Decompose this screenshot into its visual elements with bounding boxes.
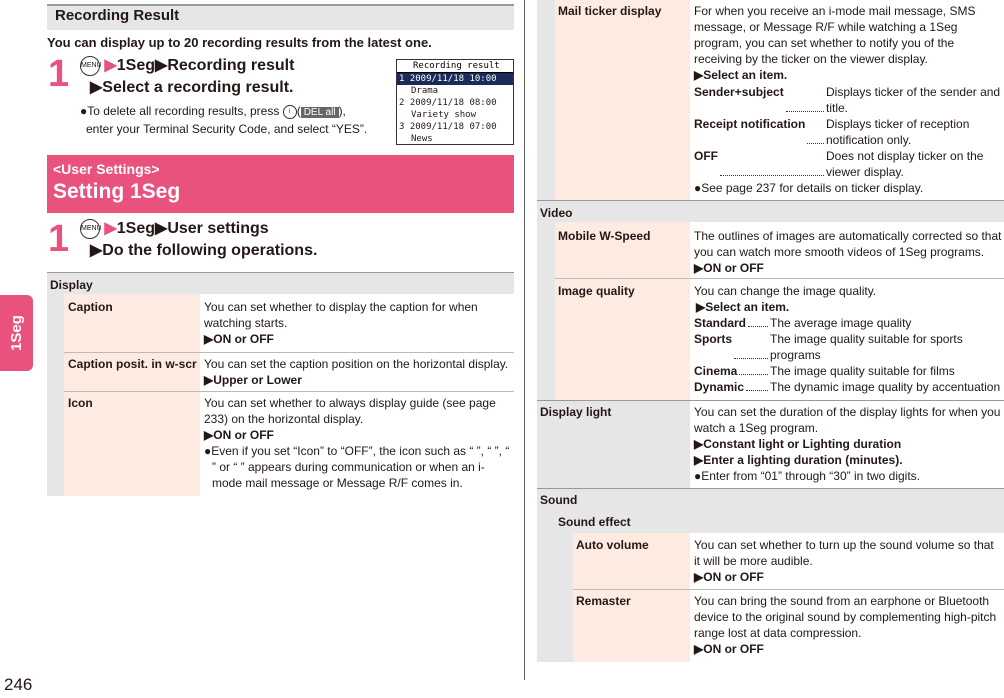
- recording-step: [80, 55, 390, 99]
- video-label-col: [555, 222, 690, 400]
- sound-effect-indent: [555, 533, 573, 662]
- mail-item: Sender+subject Displays ticker of the sender and title.: [694, 85, 1001, 115]
- icon-option: ▶ON or OFF: [204, 428, 274, 442]
- row-divider: [64, 391, 514, 392]
- caption-option: ▶ON or OFF: [204, 332, 274, 346]
- display-light-note: ●Enter from “01” through “30” in two digits.: [694, 469, 921, 483]
- video-label: Video: [540, 206, 573, 220]
- caption-label: Caption: [68, 300, 113, 314]
- remaster-label: Remaster: [576, 594, 631, 608]
- image-quality-desc: You can change the image quality. ▶Select an item. Standard The average image quality Sports The image quality suitable for sports programs Cinema The image quality suitable for films Dynamic The dynamic image quality by accentuation: [694, 284, 1001, 394]
- mobile-wspeed-label: Mobile W-Speed: [558, 229, 651, 243]
- screen-row-3: 3 2009/11/18 07:00: [399, 122, 497, 132]
- mail-item: OFF Does not display ticker on the viewer display.: [694, 149, 984, 179]
- display-light-option1: ▶Constant light or Lighting duration: [694, 437, 902, 451]
- sound-effect-label: Sound effect: [558, 515, 631, 529]
- mail-select: ▶Select an item.: [694, 68, 788, 82]
- iq-item: Dynamic The dynamic image quality by accentuation: [694, 380, 1001, 394]
- mail-items: [694, 84, 1002, 196]
- mail-note: ●See page 237 for details on ticker display.: [694, 181, 924, 195]
- display-label: Display: [50, 278, 93, 292]
- recording-intro: You can display up to 20 recording results from the latest one.: [47, 35, 432, 50]
- auto-volume-desc: You can set whether to turn up the sound volume so that it will be more audible. ▶ON or OFF: [694, 537, 1002, 585]
- remaster-option: ▶ON or OFF: [694, 642, 764, 656]
- icon-label: Icon: [68, 396, 93, 410]
- recording-result-screen: [396, 59, 514, 145]
- mail-item: Receipt notification Displays ticker of reception notification only.: [694, 117, 970, 147]
- setting-step-line2: ▶Do the following operations.: [90, 242, 318, 259]
- setting-step-line1: 1Seg▶User settings: [116, 220, 269, 237]
- screen-row-1: 1 2009/11/18 10:00: [397, 73, 513, 85]
- display-section-bar: [47, 272, 514, 294]
- video-section-bar: [537, 200, 1004, 222]
- mail-label-col: [555, 0, 690, 200]
- display-light-desc: You can set the duration of the display lights for when you watch a 1Seg program. ▶Constant light or Lighting duration ▶Enter a lighting duration (minutes). ●Enter from “01” through “30” in two digits.: [694, 405, 1001, 483]
- mail-ticker-desc: For when you receive an i-mode mail message, SMS message, or Message R/F while watching a 1Seg program, you can set whether to notify you of the receiving by the ticker on the viewer display. ▶Select an item.: [694, 3, 1002, 83]
- display-light-label: Display light: [540, 405, 612, 419]
- setting-step: [80, 218, 480, 262]
- recording-note-line2: enter your Terminal Security Code, and select “YES”.: [86, 122, 368, 136]
- caption-position-option: ▶Upper or Lower: [204, 373, 302, 387]
- recording-note-line1: ●To delete all recording results, press: [80, 104, 280, 118]
- page-number: 246: [4, 675, 33, 694]
- display-indent: [47, 294, 64, 496]
- remaster-desc: You can bring the sound from an earphone or Bluetooth device to the original sound by complementing high-pitch range lost at data compression. ▶ON or OFF: [694, 593, 1002, 657]
- chapter-tab-label: 1Seg: [7, 315, 25, 351]
- recording-note: ●To delete all recording results, press i ( DEL all ), enter your Terminal Security Code, and select “YES”.: [80, 104, 368, 136]
- screen-row-2-name: Variety show: [411, 110, 477, 120]
- iq-item: Standard The average image quality: [694, 316, 912, 330]
- image-quality-select: ▶Select an item.: [696, 300, 790, 314]
- menu-key-icon: MENU: [80, 219, 100, 239]
- auto-volume-option: ▶ON or OFF: [694, 570, 764, 584]
- mobile-wspeed-desc: The outlines of images are automatically corrected so that you can watch more smooth videos of 1Seg programs. ▶ON or OFF: [694, 229, 1002, 275]
- row-divider: [573, 589, 1004, 590]
- iq-item: Sports The image quality suitable for sports programs: [694, 332, 963, 362]
- icon-desc: You can set whether to always display guide (see page 233) on the horizontal display. ▶ON or OFF ●Even if you set “Icon” to “OFF”, the icon such as “ ”, “ ”, “ ” or “ ” appears during communication or when an i-mode mail message or Message R/F comes in.: [204, 395, 514, 491]
- image-quality-label: Image quality: [558, 284, 635, 298]
- caption-position-label: Caption posit. in w-scr: [68, 357, 197, 371]
- recording-step-line2: ▶Select a recording result.: [90, 79, 294, 96]
- icon-note: ●Even if you set “Icon” to “OFF”, the icon such as “ ”, “ ”, “ ” or “ ” appears during communication or when an i-mode mail message or Message R/F comes in.: [204, 444, 510, 490]
- screen-title: Recording result: [397, 60, 513, 73]
- recording-step-line1: 1Seg▶Recording result: [116, 57, 295, 74]
- column-divider: [524, 0, 525, 680]
- display-light-option2: ▶Enter a lighting duration (minutes).: [694, 453, 903, 467]
- mail-indent: [537, 0, 555, 200]
- mail-ticker-label: Mail ticker display: [558, 4, 662, 18]
- screen-row-2: 2 2009/11/18 08:00: [399, 98, 497, 108]
- menu-key-icon: MENU: [80, 56, 100, 76]
- setting-1seg-header: [47, 155, 514, 213]
- softkey-label: DEL all: [301, 107, 339, 118]
- setting-step-number: 1: [48, 218, 70, 260]
- screen-row-1-name: Drama: [411, 86, 439, 96]
- iq-item: Cinema The image quality suitable for films: [694, 364, 955, 378]
- sound-label: Sound: [540, 493, 578, 507]
- row-divider: [555, 278, 1004, 279]
- arrow-icon: ▶: [104, 57, 117, 74]
- recording-result-header: Recording Result: [47, 4, 514, 30]
- arrow-icon: ▶: [104, 220, 117, 237]
- setting-title: Setting 1Seg: [53, 180, 181, 203]
- caption-position-desc: You can set the caption position on the horizontal display. ▶Upper or Lower: [204, 356, 512, 388]
- caption-desc: You can set whether to display the caption for when watching starts. ▶ON or OFF: [204, 299, 512, 347]
- sound-indent: [537, 510, 555, 662]
- step-number: 1: [48, 53, 70, 95]
- mobile-wspeed-option: ▶ON or OFF: [694, 261, 764, 275]
- screen-row-3-name: News: [411, 134, 433, 144]
- imode-key-icon: i: [283, 105, 297, 119]
- auto-volume-label: Auto volume: [576, 538, 649, 552]
- sound-section-bar: [537, 488, 1004, 510]
- chapter-tab: [0, 295, 33, 371]
- row-divider: [64, 352, 514, 353]
- video-indent: [537, 222, 555, 400]
- setting-subtitle: <User Settings>: [53, 161, 160, 177]
